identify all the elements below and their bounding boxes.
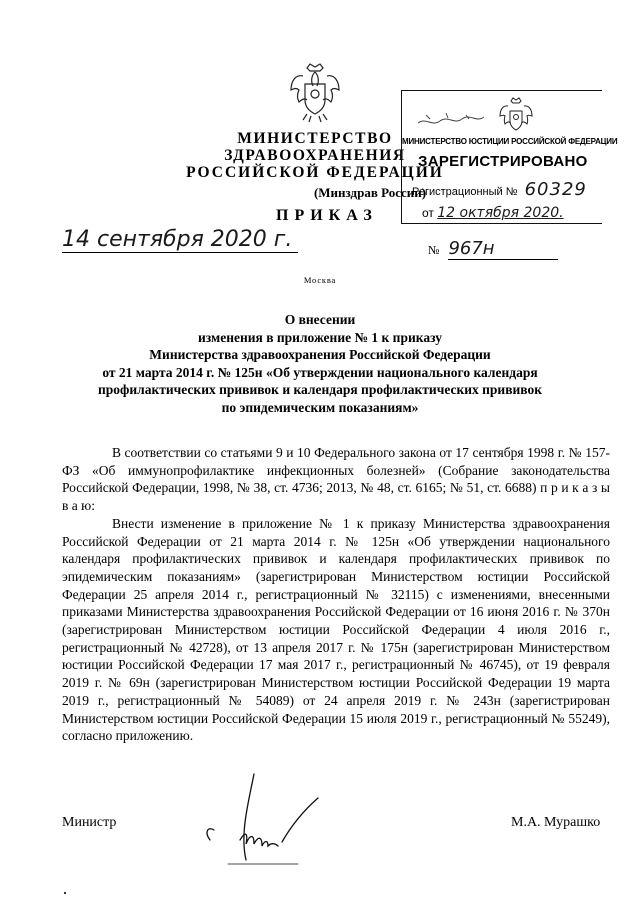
- order-number-value: 967н: [448, 238, 558, 260]
- ministry-short-name: (Минздрав России): [313, 185, 427, 200]
- order-number-label: №: [428, 243, 440, 257]
- title-line: по эпидемическим показаниям»: [221, 399, 419, 415]
- document-type: ПРИКАЗ: [276, 207, 378, 224]
- body-paragraph: В соответствии со статьями 9 и 10 Федерального закона от 17 сентября 1998 г. № 157-ФЗ «Об иммунопрофилактике инфекционных болезней» (Собрание законодательства Российской Федерации, 1998, № 38, ст. 4736; 2013, № 48, ст. 6165; № 51, ст. 6688) п р и к а з ы в а ю:: [62, 445, 610, 514]
- title-line: изменения в приложение № 1 к приказу: [198, 329, 442, 345]
- stamp-title: ЗАРЕГИСТРИРОВАНО: [418, 153, 588, 170]
- order-number: [428, 238, 558, 260]
- stamp-registration-number: [412, 179, 587, 200]
- title-line: профилактических прививок и календаря профилактических прививок: [97, 382, 543, 397]
- order-title: [60, 311, 580, 416]
- order-date: 14 сентября 2020 г.: [62, 228, 298, 253]
- title-line: от 21 марта 2014 г. № 125н «Об утверждении национального календаря: [102, 364, 538, 380]
- city: Москва: [303, 275, 337, 285]
- registration-stamp: [401, 90, 618, 224]
- stamp-reg-value: 60329: [524, 179, 587, 200]
- ministry-name-line2: РОССИЙСКОЙ ФЕДЕРАЦИИ: [186, 164, 444, 181]
- body-paragraph: Внести изменение в приложение № 1 к приказу Министерства здравоохранения Российской Федерации от 21 марта 2014 г. № 125н «Об утверждении национального календаря профилактических прививок и календаря профилактических прививок по эпидемическим показаниям» (зарегистрирован Министерством юстиции Российской Федерации 25 апреля 2014 г., регистрационный № 32115) с изменениями, внесенными приказами Министерства здравоохранения Российской Федерации от 16 июня 2016 г. № 370н (зарегистрирован Министерством юстиции Российской Федерации 4 июля 2016 г., регистрационный № 42728), от 13 апреля 2017 г. № 175н (зарегистрирован Министерством юстиции Российской Федерации 17 мая 2017 г., регистрационный № 46745), от 19 февраля 2019 г. № 69н (зарегистрирован Министерством юстиции Российской Федерации 19 марта 2019 г., регистрационный № 54089) от 24 апреля 2019 г. № 243н (зарегистрирован Министерством юстиции Российской Федерации 15 июля 2019 г., регистрационный № 55249), согласно приложению.: [62, 515, 610, 744]
- ministry-name-line1: МИНИСТЕРСТВО ЗДРАВООХРАНЕНИЯ: [224, 130, 406, 164]
- order-body: [62, 444, 610, 745]
- page-mark: [64, 892, 66, 894]
- title-line: О внесении: [284, 312, 356, 327]
- coat-of-arms-icon: [289, 62, 341, 124]
- title-line: Министерства здравоохранения Российской Федерации: [149, 347, 491, 362]
- stamp-date-value: 12 октября 2020.: [437, 205, 564, 221]
- stamp-coat-of-arms-icon: [499, 97, 533, 137]
- stamp-registration-date: [422, 205, 564, 221]
- stamp-decoration-icon: [416, 109, 486, 133]
- stamp-reg-label: Регистрационный №: [412, 186, 518, 198]
- handwritten-signature-icon: [198, 770, 328, 870]
- signatory-name: М.А. Мурашко: [511, 815, 601, 830]
- stamp-date-label: от: [422, 206, 434, 220]
- signatory-role: Министр: [62, 815, 117, 830]
- stamp-agency: МИНИСТЕРСТВО ЮСТИЦИИ РОССИЙСКОЙ ФЕДЕРАЦИИ: [402, 137, 618, 146]
